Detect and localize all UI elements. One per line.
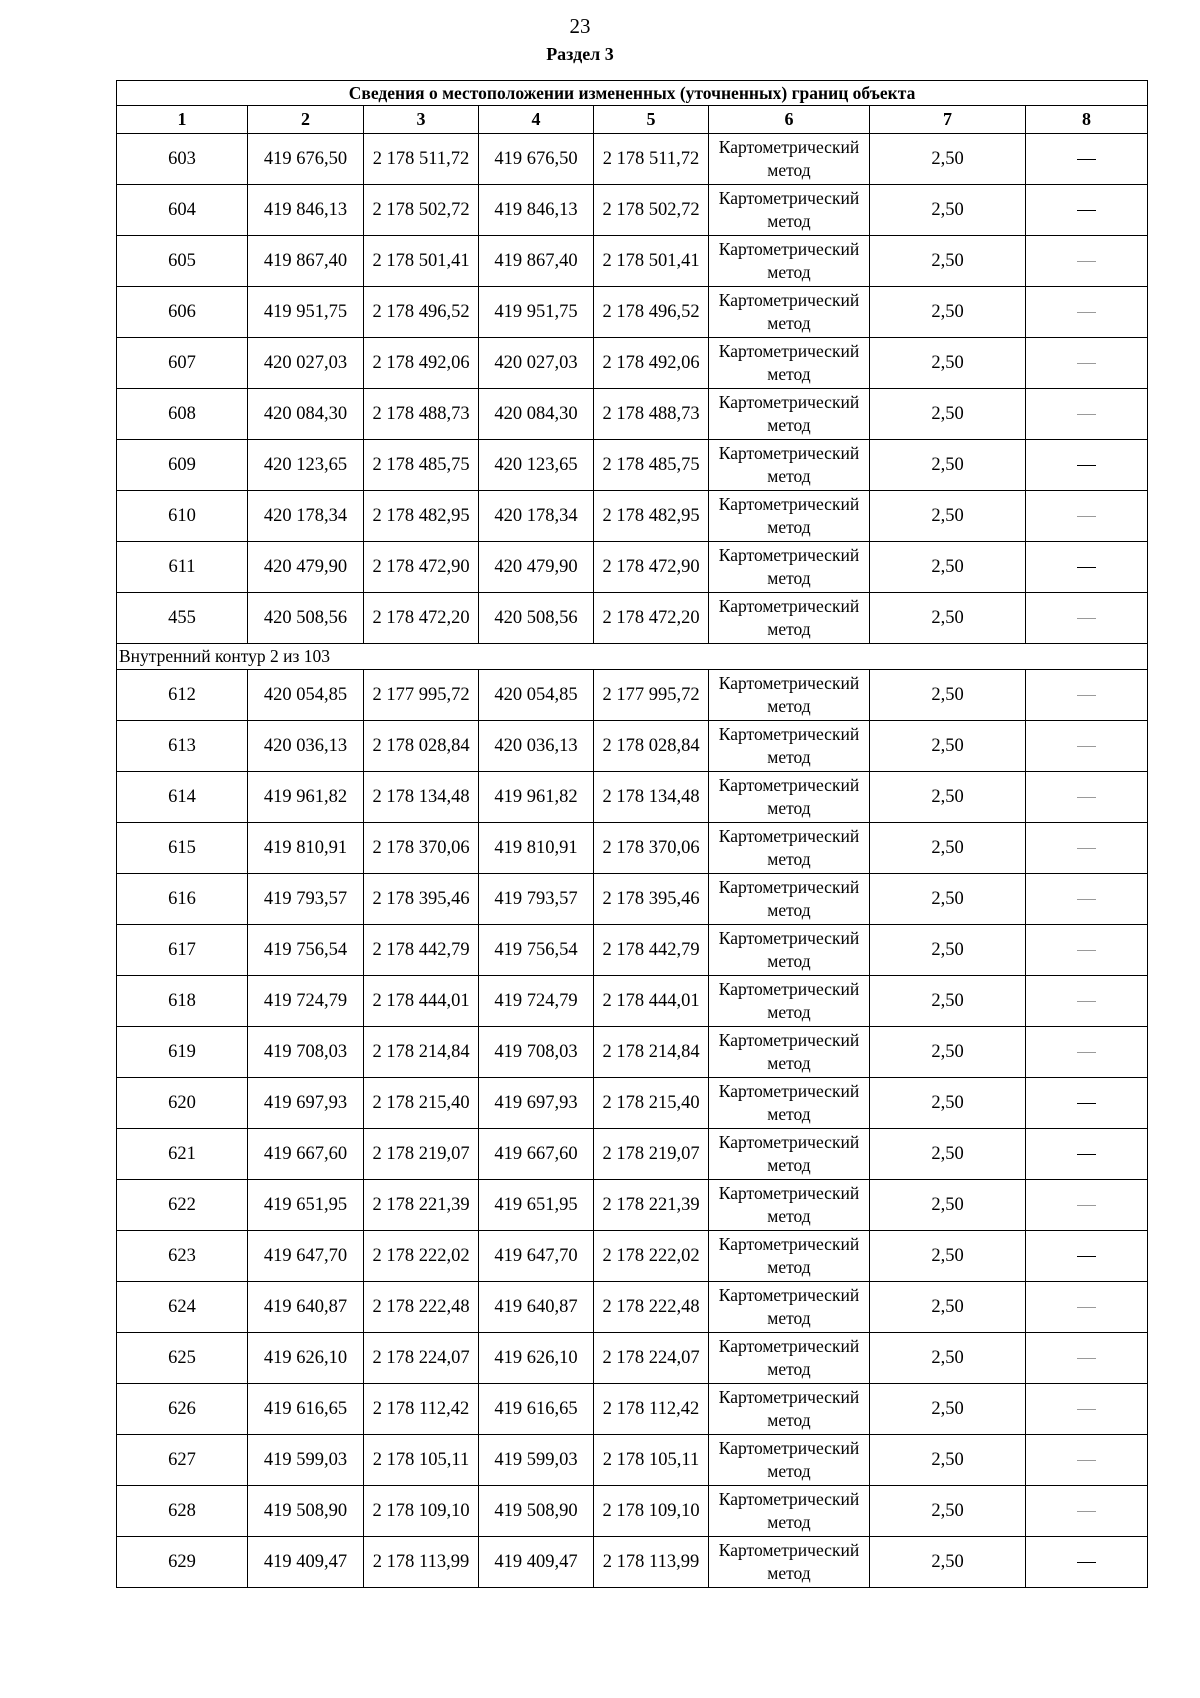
y-coordinate-cell: 2 178 113,99 [594, 1537, 709, 1588]
point-number-cell: 624 [117, 1282, 248, 1333]
dash-cell [1026, 440, 1148, 491]
y-coordinate-cell: 2 178 496,52 [364, 287, 479, 338]
dash-mark [1077, 1409, 1096, 1410]
column-number-row [117, 106, 1148, 134]
accuracy-cell: 2,50 [870, 1231, 1026, 1282]
point-number-cell: 603 [117, 134, 248, 185]
y-coordinate-cell: 2 178 501,41 [594, 236, 709, 287]
dash-cell [1026, 1180, 1148, 1231]
y-coordinate-cell: 2 178 224,07 [594, 1333, 709, 1384]
table-row [117, 542, 1148, 593]
y-coordinate-cell: 2 178 395,46 [594, 874, 709, 925]
x-coordinate-cell: 419 708,03 [248, 1027, 364, 1078]
y-coordinate-cell: 2 178 501,41 [364, 236, 479, 287]
accuracy-cell: 2,50 [870, 874, 1026, 925]
y-coordinate-cell: 2 178 222,48 [364, 1282, 479, 1333]
y-coordinate-cell: 2 178 028,84 [594, 721, 709, 772]
page-number: 23 [569, 14, 591, 38]
x-coordinate-cell: 419 626,10 [248, 1333, 364, 1384]
y-coordinate-cell: 2 178 488,73 [364, 389, 479, 440]
x-coordinate-cell: 419 409,47 [479, 1537, 594, 1588]
y-coordinate-cell: 2 178 224,07 [364, 1333, 479, 1384]
y-coordinate-cell: 2 178 215,40 [364, 1078, 479, 1129]
x-coordinate-cell: 420 479,90 [248, 542, 364, 593]
method-cell: Картометрический метод [709, 772, 870, 823]
table-row [117, 491, 1148, 542]
accuracy-cell: 2,50 [870, 440, 1026, 491]
dash-cell [1026, 1231, 1148, 1282]
x-coordinate-cell: 419 409,47 [248, 1537, 364, 1588]
table-row [117, 1384, 1148, 1435]
point-number-cell: 615 [117, 823, 248, 874]
y-coordinate-cell: 2 178 442,79 [594, 925, 709, 976]
table-row [117, 440, 1148, 491]
x-coordinate-cell: 420 178,34 [479, 491, 594, 542]
point-number-cell: 610 [117, 491, 248, 542]
y-coordinate-cell: 2 178 472,90 [364, 542, 479, 593]
point-number-cell: 607 [117, 338, 248, 389]
x-coordinate-cell: 419 756,54 [248, 925, 364, 976]
y-coordinate-cell: 2 178 109,10 [594, 1486, 709, 1537]
y-coordinate-cell: 2 178 488,73 [594, 389, 709, 440]
y-coordinate-cell: 2 178 370,06 [364, 823, 479, 874]
point-number-cell: 620 [117, 1078, 248, 1129]
accuracy-cell: 2,50 [870, 338, 1026, 389]
dash-cell [1026, 185, 1148, 236]
x-coordinate-cell: 419 508,90 [479, 1486, 594, 1537]
point-number-cell: 626 [117, 1384, 248, 1435]
point-number-cell: 605 [117, 236, 248, 287]
y-coordinate-cell: 2 178 444,01 [364, 976, 479, 1027]
y-coordinate-cell: 2 178 222,02 [364, 1231, 479, 1282]
dash-cell [1026, 1384, 1148, 1435]
y-coordinate-cell: 2 178 221,39 [364, 1180, 479, 1231]
x-coordinate-cell: 419 724,79 [479, 976, 594, 1027]
dash-cell [1026, 1027, 1148, 1078]
dash-cell [1026, 1333, 1148, 1384]
y-coordinate-cell: 2 178 028,84 [364, 721, 479, 772]
point-number-cell: 614 [117, 772, 248, 823]
table-row [117, 823, 1148, 874]
dash-mark [1077, 1205, 1096, 1206]
y-coordinate-cell: 2 178 472,90 [594, 542, 709, 593]
table-row [117, 287, 1148, 338]
x-coordinate-cell: 420 084,30 [479, 389, 594, 440]
accuracy-cell: 2,50 [870, 491, 1026, 542]
x-coordinate-cell: 419 599,03 [248, 1435, 364, 1486]
y-coordinate-cell: 2 178 511,72 [594, 134, 709, 185]
accuracy-cell: 2,50 [870, 1333, 1026, 1384]
method-cell: Картометрический метод [709, 925, 870, 976]
table-row [117, 670, 1148, 721]
accuracy-cell: 2,50 [870, 1435, 1026, 1486]
dash-mark [1077, 1562, 1096, 1563]
table-row [117, 389, 1148, 440]
table-title: Сведения о местоположении измененных (уточненных) границ объекта [117, 81, 1148, 106]
column-number: 6 [709, 106, 870, 134]
y-coordinate-cell: 2 178 109,10 [364, 1486, 479, 1537]
dash-cell [1026, 491, 1148, 542]
method-cell: Картометрический метод [709, 874, 870, 925]
x-coordinate-cell: 420 084,30 [248, 389, 364, 440]
x-coordinate-cell: 419 951,75 [248, 287, 364, 338]
accuracy-cell: 2,50 [870, 670, 1026, 721]
x-coordinate-cell: 420 123,65 [479, 440, 594, 491]
point-number-cell: 621 [117, 1129, 248, 1180]
dash-mark [1077, 950, 1096, 951]
method-cell: Картометрический метод [709, 823, 870, 874]
y-coordinate-cell: 2 178 112,42 [594, 1384, 709, 1435]
x-coordinate-cell: 419 640,87 [479, 1282, 594, 1333]
y-coordinate-cell: 2 178 485,75 [594, 440, 709, 491]
point-number-cell: 625 [117, 1333, 248, 1384]
x-coordinate-cell: 419 599,03 [479, 1435, 594, 1486]
dash-cell [1026, 1486, 1148, 1537]
x-coordinate-cell: 419 667,60 [479, 1129, 594, 1180]
x-coordinate-cell: 419 651,95 [479, 1180, 594, 1231]
method-cell: Картометрический метод [709, 1333, 870, 1384]
y-coordinate-cell: 2 178 221,39 [594, 1180, 709, 1231]
method-cell: Картометрический метод [709, 1537, 870, 1588]
dash-mark [1077, 1001, 1096, 1002]
y-coordinate-cell: 2 178 444,01 [594, 976, 709, 1027]
x-coordinate-cell: 419 846,13 [479, 185, 594, 236]
table-row [117, 1537, 1148, 1588]
y-coordinate-cell: 2 178 482,95 [594, 491, 709, 542]
table-row [117, 1282, 1148, 1333]
dash-cell [1026, 874, 1148, 925]
dash-mark [1077, 210, 1096, 211]
point-number-cell: 617 [117, 925, 248, 976]
column-number: 3 [364, 106, 479, 134]
y-coordinate-cell: 2 178 222,48 [594, 1282, 709, 1333]
accuracy-cell: 2,50 [870, 389, 1026, 440]
dash-mark [1077, 465, 1096, 466]
x-coordinate-cell: 419 616,65 [479, 1384, 594, 1435]
y-coordinate-cell: 2 178 485,75 [364, 440, 479, 491]
method-cell: Картометрический метод [709, 976, 870, 1027]
accuracy-cell: 2,50 [870, 1384, 1026, 1435]
table-body [117, 134, 1148, 1588]
y-coordinate-cell: 2 178 370,06 [594, 823, 709, 874]
accuracy-cell: 2,50 [870, 1486, 1026, 1537]
column-number: 1 [117, 106, 248, 134]
accuracy-cell: 2,50 [870, 236, 1026, 287]
accuracy-cell: 2,50 [870, 976, 1026, 1027]
x-coordinate-cell: 420 027,03 [248, 338, 364, 389]
method-cell: Картометрический метод [709, 236, 870, 287]
dash-cell [1026, 389, 1148, 440]
accuracy-cell: 2,50 [870, 593, 1026, 644]
x-coordinate-cell: 419 951,75 [479, 287, 594, 338]
column-number: 2 [248, 106, 364, 134]
table-row [117, 593, 1148, 644]
y-coordinate-cell: 2 178 134,48 [594, 772, 709, 823]
x-coordinate-cell: 419 810,91 [479, 823, 594, 874]
method-cell: Картометрический метод [709, 542, 870, 593]
dash-cell [1026, 976, 1148, 1027]
x-coordinate-cell: 419 867,40 [479, 236, 594, 287]
accuracy-cell: 2,50 [870, 1180, 1026, 1231]
dash-mark [1077, 363, 1096, 364]
dash-cell [1026, 593, 1148, 644]
table-row [117, 1129, 1148, 1180]
point-number-cell: 606 [117, 287, 248, 338]
x-coordinate-cell: 419 616,65 [248, 1384, 364, 1435]
method-cell: Картометрический метод [709, 185, 870, 236]
y-coordinate-cell: 2 178 502,72 [364, 185, 479, 236]
accuracy-cell: 2,50 [870, 1537, 1026, 1588]
dash-cell [1026, 925, 1148, 976]
x-coordinate-cell: 419 961,82 [479, 772, 594, 823]
y-coordinate-cell: 2 177 995,72 [364, 670, 479, 721]
x-coordinate-cell: 419 651,95 [248, 1180, 364, 1231]
x-coordinate-cell: 419 697,93 [248, 1078, 364, 1129]
table-row [117, 236, 1148, 287]
x-coordinate-cell: 419 724,79 [248, 976, 364, 1027]
dash-cell [1026, 236, 1148, 287]
column-number: 8 [1026, 106, 1148, 134]
dash-mark [1077, 848, 1096, 849]
dash-cell [1026, 287, 1148, 338]
table-row [117, 1078, 1148, 1129]
method-cell: Картометрический метод [709, 491, 870, 542]
x-coordinate-cell: 419 647,70 [248, 1231, 364, 1282]
dash-mark [1077, 618, 1096, 619]
boundary-coordinates-table [116, 80, 1148, 1588]
x-coordinate-cell: 419 867,40 [248, 236, 364, 287]
x-coordinate-cell: 419 793,57 [479, 874, 594, 925]
dash-mark [1077, 414, 1096, 415]
y-coordinate-cell: 2 178 219,07 [364, 1129, 479, 1180]
point-number-cell: 623 [117, 1231, 248, 1282]
x-coordinate-cell: 420 508,56 [479, 593, 594, 644]
dash-mark [1077, 1307, 1096, 1308]
y-coordinate-cell: 2 178 105,11 [594, 1435, 709, 1486]
y-coordinate-cell: 2 178 442,79 [364, 925, 479, 976]
point-number-cell: 622 [117, 1180, 248, 1231]
method-cell: Картометрический метод [709, 440, 870, 491]
y-coordinate-cell: 2 178 105,11 [364, 1435, 479, 1486]
y-coordinate-cell: 2 178 112,42 [364, 1384, 479, 1435]
accuracy-cell: 2,50 [870, 287, 1026, 338]
dash-mark [1077, 797, 1096, 798]
x-coordinate-cell: 420 178,34 [248, 491, 364, 542]
dash-cell [1026, 134, 1148, 185]
y-coordinate-cell: 2 178 496,52 [594, 287, 709, 338]
dash-cell [1026, 721, 1148, 772]
column-number: 4 [479, 106, 594, 134]
method-cell: Картометрический метод [709, 1486, 870, 1537]
method-cell: Картометрический метод [709, 134, 870, 185]
y-coordinate-cell: 2 178 134,48 [364, 772, 479, 823]
accuracy-cell: 2,50 [870, 823, 1026, 874]
x-coordinate-cell: 420 036,13 [479, 721, 594, 772]
x-coordinate-cell: 419 676,50 [479, 134, 594, 185]
method-cell: Картометрический метод [709, 1027, 870, 1078]
y-coordinate-cell: 2 178 482,95 [364, 491, 479, 542]
x-coordinate-cell: 419 640,87 [248, 1282, 364, 1333]
table-row [117, 976, 1148, 1027]
y-coordinate-cell: 2 178 511,72 [364, 134, 479, 185]
dash-mark [1077, 1052, 1096, 1053]
method-cell: Картометрический метод [709, 1282, 870, 1333]
method-cell: Картометрический метод [709, 338, 870, 389]
x-coordinate-cell: 419 846,13 [248, 185, 364, 236]
accuracy-cell: 2,50 [870, 1282, 1026, 1333]
column-number: 7 [870, 106, 1026, 134]
column-number: 5 [594, 106, 709, 134]
accuracy-cell: 2,50 [870, 1027, 1026, 1078]
table-row [117, 772, 1148, 823]
x-coordinate-cell: 419 508,90 [248, 1486, 364, 1537]
point-number-cell: 613 [117, 721, 248, 772]
method-cell: Картометрический метод [709, 670, 870, 721]
dash-mark [1077, 1154, 1096, 1155]
method-cell: Картометрический метод [709, 1078, 870, 1129]
y-coordinate-cell: 2 178 219,07 [594, 1129, 709, 1180]
accuracy-cell: 2,50 [870, 185, 1026, 236]
x-coordinate-cell: 419 961,82 [248, 772, 364, 823]
dash-mark [1077, 1511, 1096, 1512]
x-coordinate-cell: 419 626,10 [479, 1333, 594, 1384]
point-number-cell: 616 [117, 874, 248, 925]
point-number-cell: 609 [117, 440, 248, 491]
point-number-cell: 611 [117, 542, 248, 593]
table-row [117, 1333, 1148, 1384]
x-coordinate-cell: 420 123,65 [248, 440, 364, 491]
x-coordinate-cell: 419 708,03 [479, 1027, 594, 1078]
dash-mark [1077, 1460, 1096, 1461]
accuracy-cell: 2,50 [870, 542, 1026, 593]
point-number-cell: 612 [117, 670, 248, 721]
dash-cell [1026, 1078, 1148, 1129]
accuracy-cell: 2,50 [870, 925, 1026, 976]
method-cell: Картометрический метод [709, 721, 870, 772]
y-coordinate-cell: 2 178 472,20 [594, 593, 709, 644]
y-coordinate-cell: 2 178 395,46 [364, 874, 479, 925]
dash-cell [1026, 670, 1148, 721]
x-coordinate-cell: 419 756,54 [479, 925, 594, 976]
x-coordinate-cell: 420 027,03 [479, 338, 594, 389]
x-coordinate-cell: 420 036,13 [248, 721, 364, 772]
y-coordinate-cell: 2 178 502,72 [594, 185, 709, 236]
method-cell: Картометрический метод [709, 1384, 870, 1435]
table-row [117, 134, 1148, 185]
x-coordinate-cell: 420 054,85 [248, 670, 364, 721]
accuracy-cell: 2,50 [870, 1129, 1026, 1180]
dash-cell [1026, 1435, 1148, 1486]
x-coordinate-cell: 420 054,85 [479, 670, 594, 721]
x-coordinate-cell: 419 667,60 [248, 1129, 364, 1180]
accuracy-cell: 2,50 [870, 721, 1026, 772]
method-cell: Картометрический метод [709, 1231, 870, 1282]
y-coordinate-cell: 2 178 214,84 [364, 1027, 479, 1078]
method-cell: Картометрический метод [709, 1129, 870, 1180]
point-number-cell: 628 [117, 1486, 248, 1537]
method-cell: Картометрический метод [709, 1435, 870, 1486]
dash-mark [1077, 1256, 1096, 1257]
table-row [117, 925, 1148, 976]
table-row [117, 1486, 1148, 1537]
dash-cell [1026, 772, 1148, 823]
y-coordinate-cell: 2 178 222,02 [594, 1231, 709, 1282]
point-number-cell: 618 [117, 976, 248, 1027]
y-coordinate-cell: 2 178 214,84 [594, 1027, 709, 1078]
y-coordinate-cell: 2 177 995,72 [594, 670, 709, 721]
dash-mark [1077, 567, 1096, 568]
accuracy-cell: 2,50 [870, 772, 1026, 823]
section-title: Раздел 3 [546, 44, 614, 64]
y-coordinate-cell: 2 178 492,06 [364, 338, 479, 389]
dash-cell [1026, 1537, 1148, 1588]
dash-mark [1077, 516, 1096, 517]
accuracy-cell: 2,50 [870, 1078, 1026, 1129]
x-coordinate-cell: 419 793,57 [248, 874, 364, 925]
dash-mark [1077, 1103, 1096, 1104]
y-coordinate-cell: 2 178 113,99 [364, 1537, 479, 1588]
accuracy-cell: 2,50 [870, 134, 1026, 185]
dash-mark [1077, 746, 1096, 747]
table-row [117, 185, 1148, 236]
table-row [117, 721, 1148, 772]
table-row [117, 1231, 1148, 1282]
point-number-cell: 627 [117, 1435, 248, 1486]
dash-mark [1077, 312, 1096, 313]
dash-cell [1026, 823, 1148, 874]
point-number-cell: 604 [117, 185, 248, 236]
y-coordinate-cell: 2 178 215,40 [594, 1078, 709, 1129]
point-number-cell: 629 [117, 1537, 248, 1588]
dash-cell [1026, 338, 1148, 389]
x-coordinate-cell: 419 676,50 [248, 134, 364, 185]
contour-label: Внутренний контур 2 из 103 [117, 644, 1148, 670]
method-cell: Картометрический метод [709, 287, 870, 338]
dash-mark [1077, 695, 1096, 696]
method-cell: Картометрический метод [709, 389, 870, 440]
dash-mark [1077, 261, 1096, 262]
table-row [117, 338, 1148, 389]
x-coordinate-cell: 419 697,93 [479, 1078, 594, 1129]
dash-mark [1077, 159, 1096, 160]
x-coordinate-cell: 420 508,56 [248, 593, 364, 644]
dash-cell [1026, 1282, 1148, 1333]
point-number-cell: 608 [117, 389, 248, 440]
point-number-cell: 455 [117, 593, 248, 644]
y-coordinate-cell: 2 178 492,06 [594, 338, 709, 389]
x-coordinate-cell: 419 810,91 [248, 823, 364, 874]
y-coordinate-cell: 2 178 472,20 [364, 593, 479, 644]
dash-cell [1026, 542, 1148, 593]
dash-mark [1077, 1358, 1096, 1359]
table-row [117, 1027, 1148, 1078]
method-cell: Картометрический метод [709, 1180, 870, 1231]
method-cell: Картометрический метод [709, 593, 870, 644]
table-row [117, 1435, 1148, 1486]
table-row [117, 874, 1148, 925]
contour-row [117, 644, 1148, 670]
x-coordinate-cell: 420 479,90 [479, 542, 594, 593]
x-coordinate-cell: 419 647,70 [479, 1231, 594, 1282]
dash-mark [1077, 899, 1096, 900]
dash-cell [1026, 1129, 1148, 1180]
point-number-cell: 619 [117, 1027, 248, 1078]
table-row [117, 1180, 1148, 1231]
